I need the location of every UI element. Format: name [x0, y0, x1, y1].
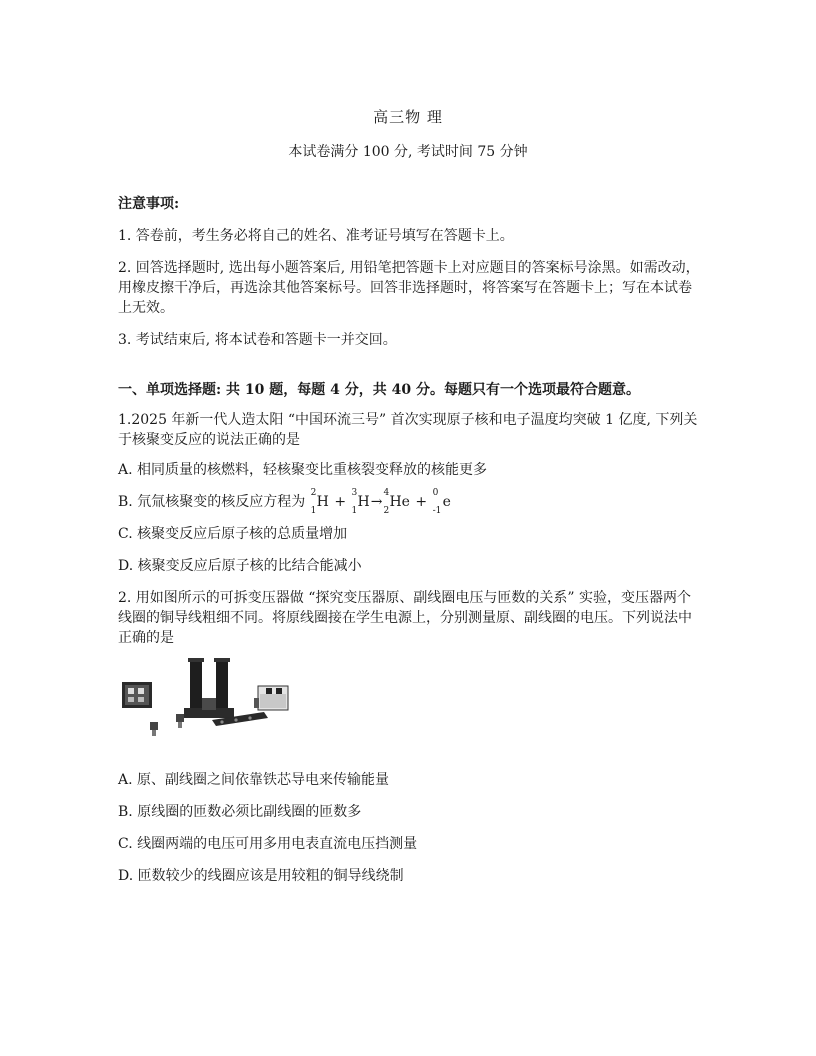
electron-particle: 0 -1 e [432, 488, 451, 516]
question-1-option-c: C. 核聚变反应后原子核的总质量增加 [118, 526, 348, 542]
page-subtitle: 本试卷满分 100 分, 考试时间 75 分钟 [288, 144, 528, 160]
transformer-figure [118, 658, 702, 754]
right-coil-icon [254, 686, 288, 710]
plus-sign: + [334, 494, 347, 510]
question-1-stem: 1.2025 年新一代人造太阳 “中国环流三号” 首次实现原子核和电子温度均突破 1 亿度, 下列关于核聚变反应的说法正确的是 [118, 412, 698, 448]
nuclear-equation [310, 488, 452, 516]
question-1-option-a: A. 相同质量的核燃料，轻核聚变比重核裂变释放的核能更多 [118, 462, 488, 478]
tritium-nuclide: 3 1 H [351, 488, 370, 516]
terminal-icon [150, 714, 184, 736]
exam-content [118, 194, 702, 898]
iron-core-icon [184, 658, 234, 718]
deuterium-nuclide: 2 1 H [310, 488, 329, 516]
question-2-option-d: D. 匝数较少的线圈应该是用较粗的铜导线绕制 [118, 868, 404, 884]
helium-nuclide: 4 2 He [383, 488, 410, 516]
question-2-option-c: C. 线圈两端的电压可用多用电表直流电压挡测量 [118, 836, 418, 852]
section-heading: 一、单项选择题: 共 10 题，每题 4 分，共 40 分。每题只有一个选项最符合题意。 [118, 382, 640, 398]
note-item-2: 2. 回答选择题时, 选出每小题答案后, 用铅笔把答题卡上对应题目的答案标号涂黑。如需改动，用橡皮擦干净后，再选涂其他答案标号。回答非选择题时，将答案写在答题卡上；写在本试卷上无效。 [118, 260, 700, 316]
left-coil-icon [122, 682, 152, 708]
question-2-option-b: B. 原线圈的匝数必须比副线圈的匝数多 [118, 804, 362, 820]
reaction-arrow: → [370, 494, 383, 510]
plus-sign-2: + [415, 494, 428, 510]
note-item-3: 3. 考试结束后, 将本试卷和答题卡一并交回。 [118, 332, 397, 348]
question-2-option-a: A. 原、副线圈之间依靠铁芯导电来传输能量 [118, 772, 390, 788]
transformer-parts-image [118, 658, 318, 754]
question-2-stem: 2. 用如图所示的可拆变压器做 “探究变压器原、副线圈电压与匝数的关系” 实验，变压器两个线圈的铜导线粗细不同。将原线圈接在学生电源上，分别测量原、副线圈的电压。下列说法中正确的是 [118, 590, 692, 646]
question-1-option-b [118, 488, 702, 516]
notes-heading: 注意事项: [118, 196, 180, 212]
note-item-1: 1. 答卷前，考生务必将自己的姓名、准考证号填写在答题卡上。 [118, 228, 514, 244]
page-title: 高三物 理 [373, 108, 443, 126]
question-1-option-d: D. 核聚变反应后原子核的比结合能减小 [118, 558, 362, 574]
option-b-prefix: B. 氘氚核聚变的核反应方程为 [118, 494, 306, 510]
